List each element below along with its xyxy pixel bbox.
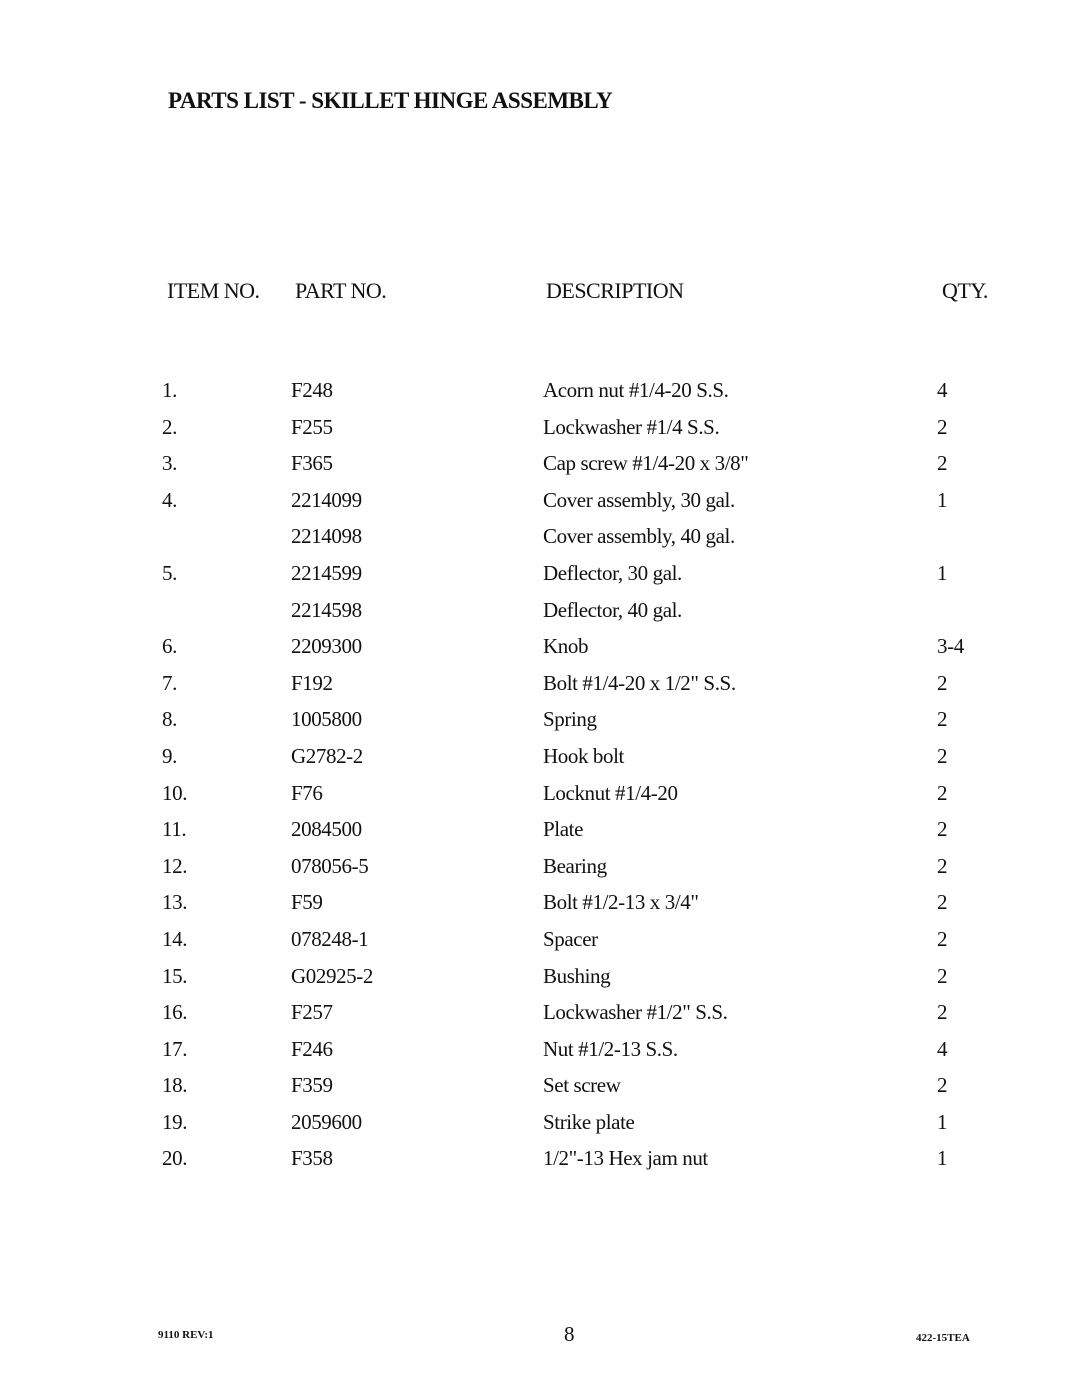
table-row — [0, 884, 1080, 921]
column-header-description: DESCRIPTION — [546, 278, 684, 303]
part-number: 1005800 — [291, 707, 362, 732]
parts-table — [0, 372, 1080, 1177]
part-number: 078056-5 — [291, 853, 369, 878]
footer-revision: 9110 REV:1 — [158, 1329, 214, 1341]
table-row — [0, 1140, 1080, 1177]
part-number: 2209300 — [291, 634, 362, 659]
item-number: 17. — [162, 1036, 188, 1061]
part-quantity: 2 — [937, 963, 948, 988]
part-description: Deflector, 40 gal. — [543, 597, 682, 622]
part-number: F76 — [291, 780, 323, 805]
item-number: 3. — [162, 451, 177, 476]
table-row — [0, 372, 1080, 409]
page-title: PARTS LIST - SKILLET HINGE ASSEMBLY — [168, 88, 613, 113]
item-number: 4. — [162, 487, 177, 512]
column-header-item-no: ITEM NO. — [167, 278, 260, 303]
table-row — [0, 738, 1080, 775]
part-description: Lockwasher #1/4 S.S. — [543, 414, 720, 439]
item-number: 9. — [162, 743, 177, 768]
column-header-part-no: PART NO. — [295, 278, 387, 303]
part-description: Acorn nut #1/4-20 S.S. — [543, 378, 729, 402]
part-quantity: 2 — [937, 817, 948, 842]
item-number: 2. — [162, 414, 177, 439]
item-number: 8. — [162, 707, 177, 732]
footer-document-code: 422-15TEA — [916, 1332, 970, 1344]
part-quantity: 2 — [937, 707, 948, 732]
table-row — [0, 775, 1080, 812]
table-row — [0, 555, 1080, 592]
table-row — [0, 848, 1080, 885]
item-number: 18. — [162, 1073, 188, 1098]
part-description: Lockwasher #1/2" S.S. — [543, 1000, 728, 1025]
table-row — [0, 1031, 1080, 1068]
column-header-qty: QTY. — [942, 278, 988, 303]
part-quantity: 2 — [937, 670, 948, 695]
footer-page-number: 8 — [564, 1322, 575, 1346]
part-number: F359 — [291, 1073, 333, 1098]
part-description: Bolt #1/2-13 x 3/4" — [543, 890, 699, 915]
table-row — [0, 628, 1080, 665]
part-description: Plate — [543, 817, 583, 842]
part-number: 2084500 — [291, 817, 362, 842]
part-description: Cover assembly, 40 gal. — [543, 524, 735, 549]
part-description: Spring — [543, 707, 597, 732]
part-quantity: 1 — [937, 560, 948, 585]
part-quantity: 2 — [937, 780, 948, 805]
part-description: Hook bolt — [543, 743, 624, 768]
part-description: Locknut #1/4-20 — [543, 780, 678, 805]
item-number: 19. — [162, 1109, 188, 1134]
item-number: 13. — [162, 890, 188, 915]
part-quantity: 1 — [937, 1146, 948, 1171]
table-row — [0, 518, 1080, 555]
part-description: Bolt #1/4-20 x 1/2" S.S. — [543, 670, 736, 695]
part-description: Spacer — [543, 926, 598, 951]
item-number: 20. — [162, 1146, 188, 1171]
part-number: 2214098 — [291, 524, 362, 549]
part-quantity: 2 — [937, 890, 948, 915]
part-number: 2214598 — [291, 597, 362, 622]
part-description: Deflector, 30 gal. — [543, 560, 682, 585]
part-number: F248 — [291, 378, 333, 402]
part-description: Knob — [543, 634, 589, 659]
table-row — [0, 592, 1080, 629]
part-description: Set screw — [543, 1073, 621, 1098]
part-description: Nut #1/2-13 S.S. — [543, 1036, 678, 1061]
part-quantity: 4 — [937, 378, 948, 402]
item-number: 11. — [162, 817, 187, 842]
table-row — [0, 665, 1080, 702]
part-quantity: 2 — [937, 451, 948, 476]
part-number: F358 — [291, 1146, 333, 1171]
part-number: 2059600 — [291, 1109, 362, 1134]
part-quantity: 2 — [937, 743, 948, 768]
part-number: G02925-2 — [291, 963, 373, 988]
table-row — [0, 1067, 1080, 1104]
table-row — [0, 482, 1080, 519]
item-number: 6. — [162, 634, 177, 659]
item-number: 5. — [162, 560, 177, 585]
part-description: Cover assembly, 30 gal. — [543, 487, 735, 512]
part-quantity: 2 — [937, 1000, 948, 1025]
table-row — [0, 811, 1080, 848]
item-number: 1. — [162, 378, 177, 402]
item-number: 10. — [162, 780, 188, 805]
part-description: Bearing — [543, 853, 607, 878]
part-quantity: 3-4 — [937, 634, 964, 659]
part-quantity: 2 — [937, 414, 948, 439]
item-number: 7. — [162, 670, 177, 695]
part-number: F59 — [291, 890, 323, 915]
part-quantity: 1 — [937, 1109, 948, 1134]
table-row — [0, 409, 1080, 446]
part-number: 2214599 — [291, 560, 362, 585]
table-row — [0, 1104, 1080, 1141]
table-row — [0, 921, 1080, 958]
part-description: Cap screw #1/4-20 x 3/8" — [543, 451, 749, 476]
item-number: 12. — [162, 853, 188, 878]
part-quantity: 2 — [937, 853, 948, 878]
item-number: 14. — [162, 926, 188, 951]
part-quantity: 2 — [937, 1073, 948, 1098]
part-number: 078248-1 — [291, 926, 369, 951]
table-row — [0, 958, 1080, 995]
part-number: F192 — [291, 670, 333, 695]
part-description: Strike plate — [543, 1109, 635, 1134]
table-row — [0, 994, 1080, 1031]
part-description: Bushing — [543, 963, 611, 988]
part-number: 2214099 — [291, 487, 362, 512]
part-number: F255 — [291, 414, 333, 439]
part-number: F257 — [291, 1000, 333, 1025]
table-row — [0, 445, 1080, 482]
part-number: G2782-2 — [291, 743, 363, 768]
part-quantity: 4 — [937, 1036, 948, 1061]
item-number: 16. — [162, 1000, 188, 1025]
part-number: F246 — [291, 1036, 333, 1061]
item-number: 15. — [162, 963, 188, 988]
part-number: F365 — [291, 451, 333, 476]
part-quantity: 1 — [937, 487, 948, 512]
part-description: 1/2"-13 Hex jam nut — [543, 1146, 708, 1171]
table-row — [0, 701, 1080, 738]
part-quantity: 2 — [937, 926, 948, 951]
